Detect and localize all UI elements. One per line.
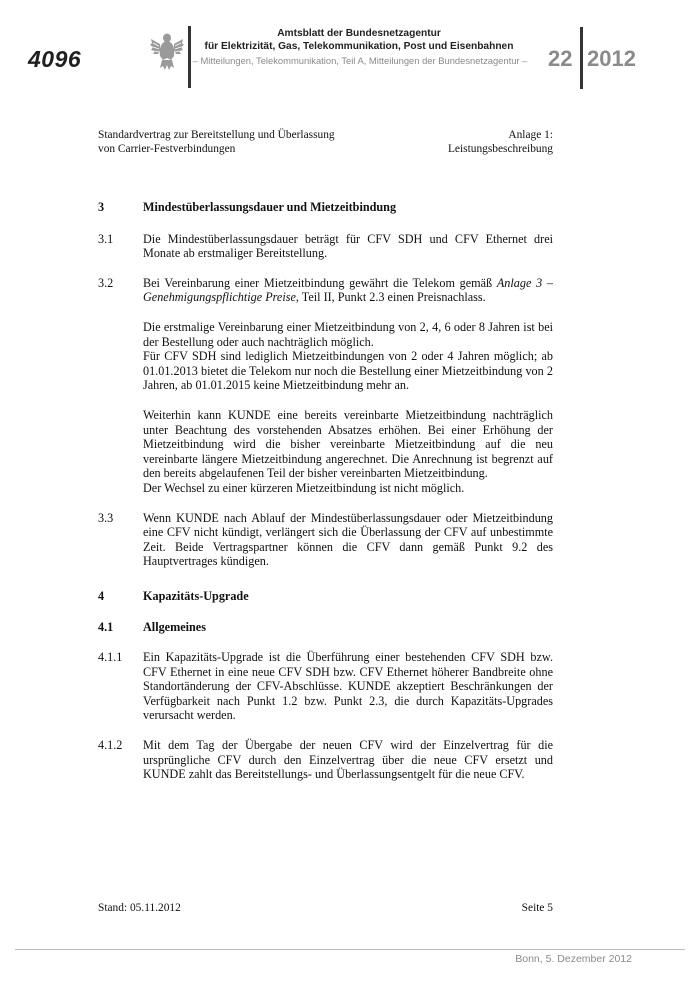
section-title: Mindestüberlassungsdauer und Mietzeitbindung xyxy=(143,200,397,214)
gazette-subtitle: – Mitteilungen, Telekommunikation, Teil A, Mitteilungen der Bundesnetzagentur – xyxy=(192,55,528,66)
clause-3-1 xyxy=(98,232,553,261)
clause-number: 3.1 xyxy=(98,231,114,246)
clause-number: 4.1.1 xyxy=(98,650,123,665)
gazette-footer-date: Bonn, 5. Dezember 2012 xyxy=(515,953,632,965)
subsection-title: Allgemeines xyxy=(143,620,206,635)
clause-text xyxy=(143,276,553,305)
clause-3-2-paragraph-2 xyxy=(143,320,553,393)
annex-label: Anlage 1: xyxy=(508,129,553,141)
annex-reference: Anlage 3 – Genehmigungspflichtige Preise xyxy=(143,275,553,305)
document-body xyxy=(98,200,553,782)
document-page-label: Seite 5 xyxy=(521,902,553,914)
clause-text: Mit dem Tag der Übergabe der neuen CFV wird der Einzelvertrag für die ursprüngliche CFV durch den Einzelvertrag über die neue CFV ersetzt und KUNDE zahlt das Bereitstellungs- und Überlassungsentgelt für die neue CFV. xyxy=(143,738,553,782)
clause-text: Die Mindestüberlassungsdauer beträgt für CFV SDH und CFV Ethernet drei Monate ab erstmaliger Bereitstellung. xyxy=(143,231,553,261)
clause-4-1-2 xyxy=(98,738,553,782)
federal-eagle-icon xyxy=(149,30,185,72)
document-status-date: Stand: 05.11.2012 xyxy=(98,902,181,914)
clause-text-part: Bei Vereinbarung einer Mietzeitbindung gewährt die Telekom gemäß xyxy=(143,275,497,290)
clause-text: Ein Kapazitäts-Upgrade ist die Überführung einer bestehenden CFV SDH bzw. CFV Ethernet in eine neue CFV SDH bzw. CFV Ethernet höherer Bandbreite ohne Standortänderung der CFV-Abschlüsse. KUNDE akzeptiert Beschränkungen der Verfügbarkeit nach Punkt 1.2 bzw. Punkt 2.3, die durch Kapazitäts-Upgrades verursacht werden. xyxy=(143,650,553,723)
subsection-heading-4-1 xyxy=(98,620,553,635)
annex-title: Leistungsbeschreibung xyxy=(447,142,553,155)
subsection-number: 4.1 xyxy=(98,620,114,635)
document-header-right xyxy=(448,129,553,156)
clause-3-2-paragraph-3 xyxy=(143,408,553,496)
section-number: 4 xyxy=(98,588,105,603)
clause-3-2 xyxy=(98,276,553,305)
clause-4-1-1 xyxy=(98,650,553,723)
clause-number: 4.1.2 xyxy=(98,738,123,753)
gazette-title xyxy=(196,28,522,53)
paragraph-line: Weiterhin kann KUNDE eine bereits vereinbarte Mietzeitbindung nachträglich unter Beachtung des vorstehenden Absatzes erhöhen. Bei einer Erhöhung der Mietzeitbindung wird die bisher vereinbarte Mietzeitbindung auf die neu vereinbarte längere Mietzeitbindung angerechnet. Die Anrechnung ist begrenzt auf den bereits abgelaufenen Teil der bisher vereinbarten Mietzeitbindung. xyxy=(143,407,553,481)
section-title: Kapazitäts-Upgrade xyxy=(143,588,249,603)
clause-text: Wenn KUNDE nach Ablauf der Mindestüberlassungsdauer oder Mietzeitbindung eine CFV nicht kündigt, verlängert sich die Überlassung der CFV auf unbestimmte Zeit. Beide Vertragspartner können die CFV dann gemäß Punkt 9.2 des Hauptvertrages kündigen. xyxy=(143,510,553,569)
gazette-title-line1: Amtsblatt der Bundesnetzagentur xyxy=(277,28,441,39)
issue-divider xyxy=(580,27,583,89)
clause-number: 3.2 xyxy=(98,275,114,290)
gazette-title-line2: für Elektrizität, Gas, Telekommunikation, Post und Eisenbahnen xyxy=(204,40,514,52)
clause-3-3 xyxy=(98,511,553,569)
footer-divider xyxy=(15,949,685,950)
section-heading-3 xyxy=(98,200,553,215)
document-header-left xyxy=(98,129,335,156)
document-title-line1: Standardvertrag zur Bereitstellung und Überlassung xyxy=(98,129,335,141)
paragraph-line: Der Wechsel zu einer kürzeren Mietzeitbindung ist nicht möglich. xyxy=(143,480,465,495)
document-title-line2: von Carrier-Festverbindungen xyxy=(98,142,236,155)
paragraph-line: Für CFV SDH sind lediglich Mietzeitbindungen von 2 oder 4 Jahren möglich; ab 01.01.2013 bietet die Telekom nur noch die Bestellung einer Mietzeitbindung von 2 Jahren, ab 01.01.2015 keine Mietzeitbindung mehr an. xyxy=(143,349,553,393)
gazette-page-number: 4096 xyxy=(28,46,82,72)
section-heading-4 xyxy=(98,589,553,604)
paragraph-line: Die erstmalige Vereinbarung einer Mietzeitbindung von 2, 4, 6 oder 8 Jahren ist bei der Bestellung oder auch nachträglich möglich. xyxy=(143,319,553,349)
gazette-issue-number: 22 xyxy=(548,46,573,71)
clause-number: 3.3 xyxy=(98,510,114,525)
gazette-year: 2012 xyxy=(587,46,636,71)
section-number: 3 xyxy=(98,200,105,214)
clause-text-part: , Teil II, Punkt 2.3 einen Preisnachlass. xyxy=(295,290,486,305)
